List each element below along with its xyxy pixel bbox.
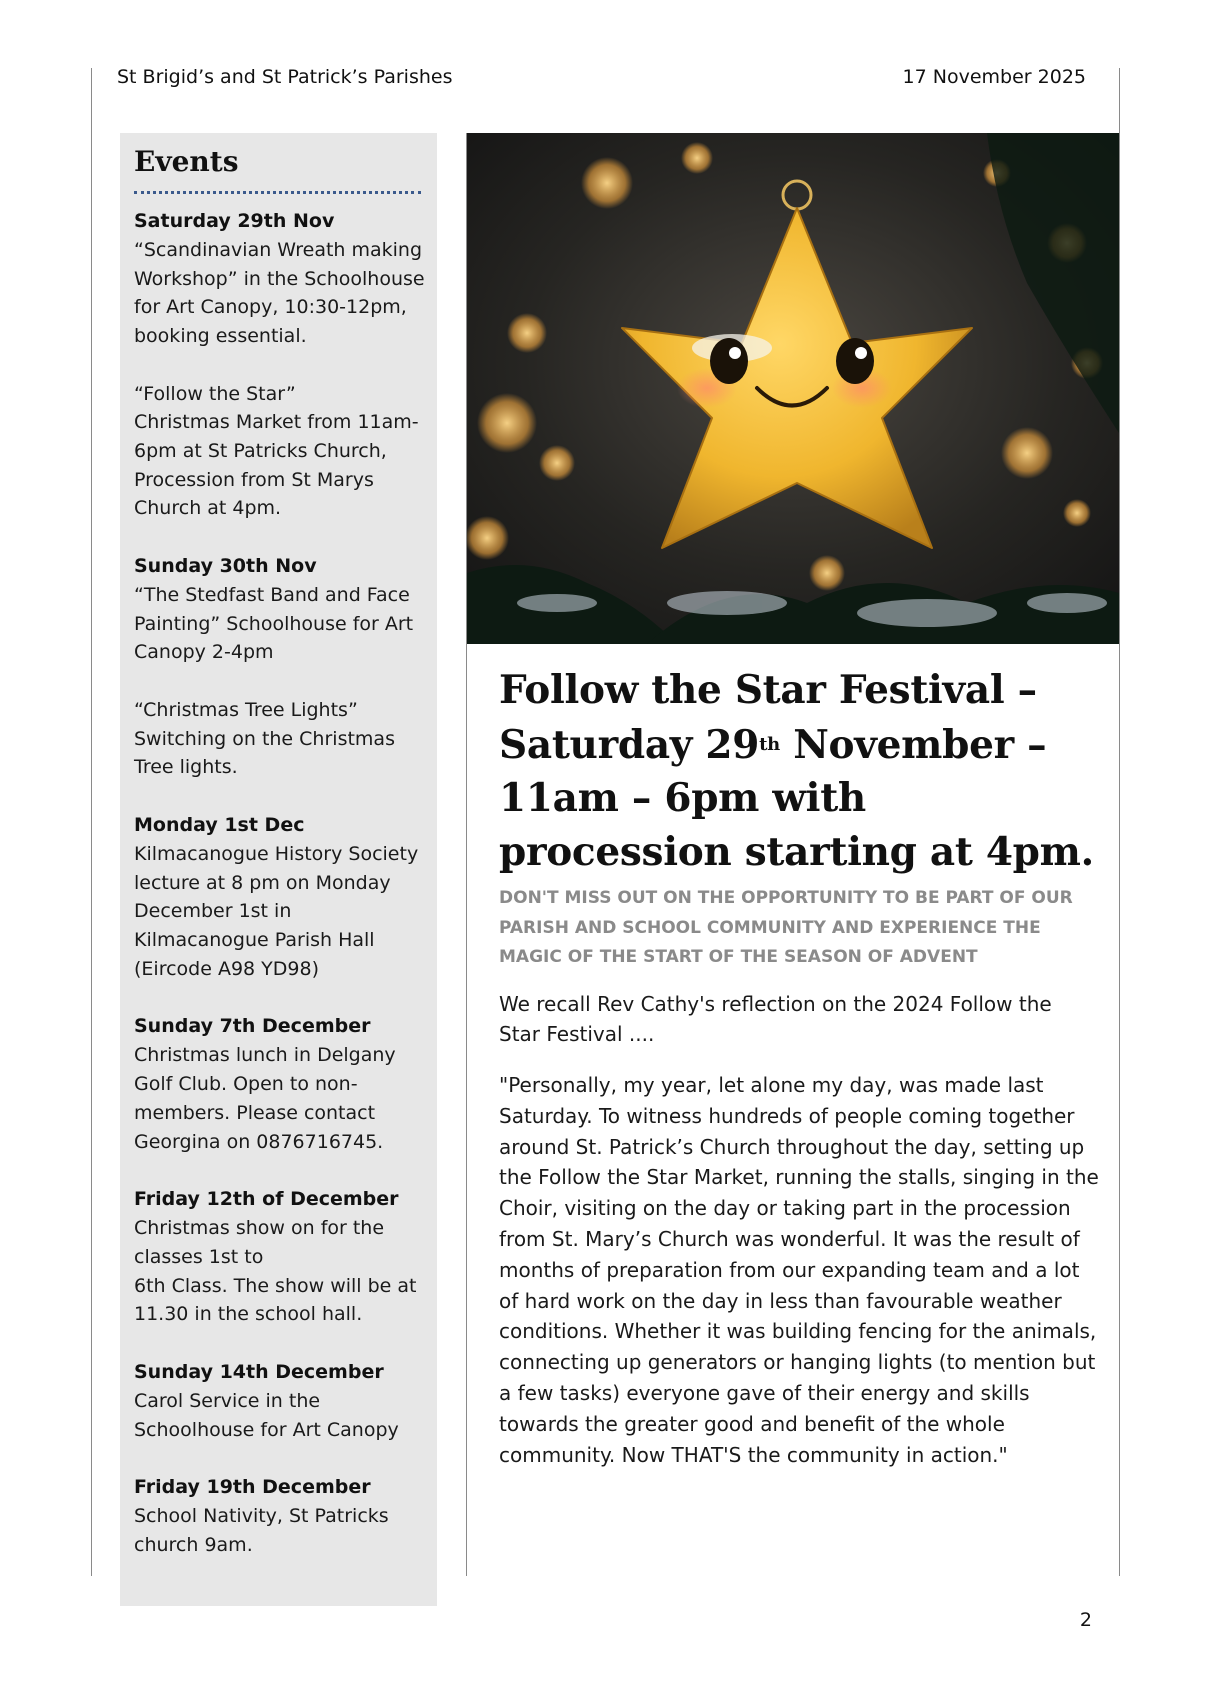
event-item <box>134 1185 429 1329</box>
event-item <box>134 1358 429 1444</box>
events-sidebar <box>120 133 437 1606</box>
event-date: Friday 19th December <box>134 1476 371 1499</box>
event-date: Monday 1st Dec <box>134 813 305 836</box>
article-title-part-1: Follow the Star Festival – Saturday 29 <box>499 667 1037 768</box>
star-ornament-photo <box>467 133 1119 644</box>
events-list <box>134 207 429 1589</box>
left-margin-rule <box>91 68 92 1576</box>
events-title: Events <box>134 145 239 178</box>
right-margin-rule <box>1119 68 1120 1576</box>
header-parish-name: St Brigid’s and St Patrick’s Parishes <box>117 66 453 88</box>
event-description: Carol Service in the Schoolhouse for Art Canopy <box>134 1390 399 1441</box>
article-subtitle: DON'T MISS OUT ON THE OPPORTUNITY TO BE PART OF OUR PARISH AND SCHOOL COMMUNITY AND EXPERIENCE THE MAGIC OF THE START OF THE SEASON OF ADVENT <box>499 888 1073 967</box>
event-item <box>134 552 429 782</box>
event-description: “The Stedfast Band and Face Painting” Schoolhouse for Art Canopy 2-4pm <box>134 584 414 664</box>
event-date: Sunday 14th December <box>134 1361 384 1384</box>
article-title-part-2: November – 11am – 6pm with procession starting at 4pm. <box>499 721 1094 875</box>
header-date: 17 November 2025 <box>902 66 1086 88</box>
event-item <box>134 1473 429 1559</box>
festival-article <box>499 664 1099 1490</box>
event-date: Saturday 29th Nov <box>134 210 335 232</box>
page-number: 2 <box>1079 1609 1092 1631</box>
event-description: “Christmas Tree Lights” Switching on the Christmas Tree lights. <box>134 698 395 779</box>
events-dotted-rule <box>134 191 421 194</box>
event-date: Friday 12th of December <box>134 1188 399 1211</box>
event-item <box>134 1012 429 1156</box>
event-description: School Nativity, St Patricks church 9am. <box>134 1505 389 1557</box>
article-title-ordinal: th <box>759 733 780 755</box>
article-quote: "Personally, my year, let alone my day, was made last Saturday. To witness hundreds of people coming together around St. Patrick’s Church throughout the day, setting up the Follow the Star Market, running the stalls, singing in the Choir, visiting on the day or taking part in the procession from St. Mary’s Church was wonderful. It was the result of months of preparation from our expanding team and a lot of hard work on the day in less than favourable weather conditions. Whether it was building fencing for the animals, connecting up generators or hanging lights (to mention but a few tasks) everyone gave of their energy and skills towards the greater good and benefit of the whole community. Now THAT'S the community in action." <box>499 1073 1099 1467</box>
event-description: Kilmacanogue History Society lecture at 8 pm on Monday December 1st in Kilmacanogue Parish Hall (Eircode A98 YD98) <box>134 842 419 980</box>
event-date: Sunday 30th Nov <box>134 555 317 578</box>
event-description: “Scandinavian Wreath making Workshop” in the Schoolhouse for Art Canopy, 10:30-12pm, booking essential. <box>134 239 425 348</box>
event-item <box>134 207 429 523</box>
event-item <box>134 811 429 984</box>
event-description: Christmas lunch in Delgany Golf Club. Open to non-members. Please contact Georgina on 0876716745. <box>134 1044 396 1153</box>
event-description: Christmas show on for the classes 1st to 6th Class. The show will be at 11.30 in the school hall. <box>134 1217 417 1326</box>
article-title <box>499 664 1099 879</box>
article-intro: We recall Rev Cathy's reflection on the 2024 Follow the Star Festival .... <box>499 991 1052 1047</box>
event-description: “Follow the Star” Christmas Market from 11am-6pm at St Patricks Church, Procession from St Marys Church at 4pm. <box>134 382 419 520</box>
event-date: Sunday 7th December <box>134 1015 371 1038</box>
